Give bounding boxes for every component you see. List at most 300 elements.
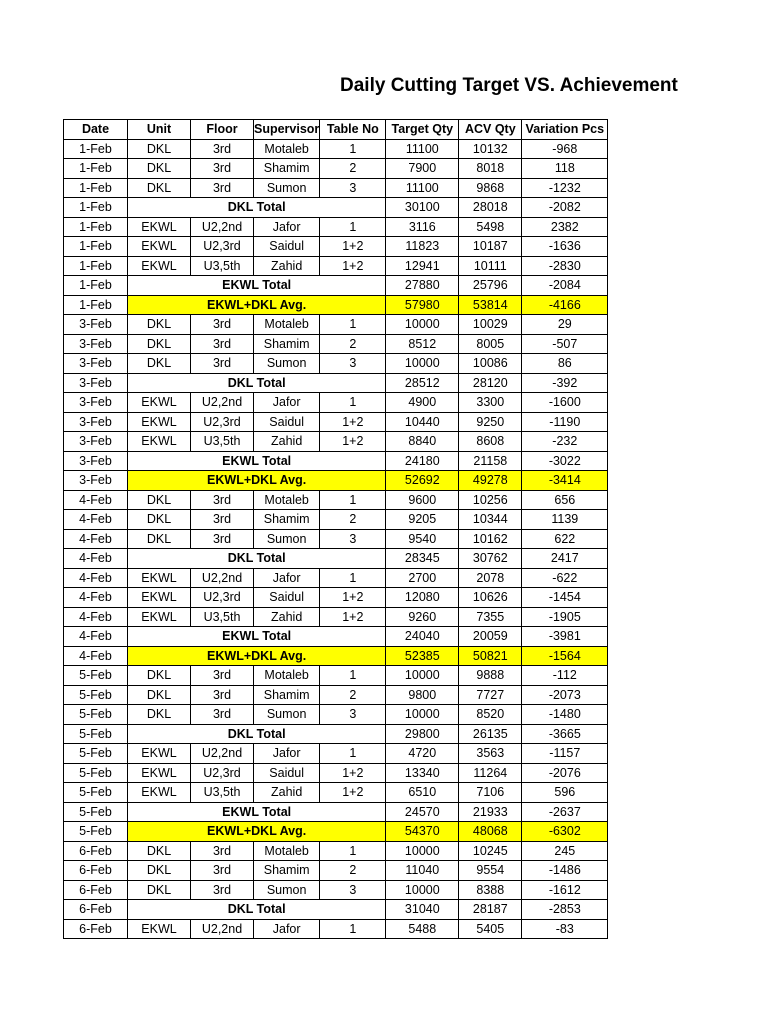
supervisor-cell: Shamim: [254, 861, 320, 881]
variation-cell: 245: [522, 841, 608, 861]
supervisor-cell: Shamim: [254, 159, 320, 179]
date-cell: 5-Feb: [64, 724, 128, 744]
date-cell: 1-Feb: [64, 276, 128, 296]
acv-qty-cell: 11264: [459, 763, 522, 783]
target-qty-cell: 2700: [386, 568, 459, 588]
table-row: [64, 685, 608, 705]
supervisor-cell: Zahid: [254, 783, 320, 803]
total-row: [64, 276, 608, 296]
table-row: [64, 529, 608, 549]
variation-cell: 1139: [522, 510, 608, 530]
target-qty-cell: 9260: [386, 607, 459, 627]
acv-qty-cell: 3563: [459, 744, 522, 764]
acv-qty-cell: 8005: [459, 334, 522, 354]
unit-cell: EKWL: [128, 919, 191, 939]
date-cell: 4-Feb: [64, 627, 128, 647]
target-qty-cell: 24040: [386, 627, 459, 647]
table-row: [64, 510, 608, 530]
target-qty-cell: 7900: [386, 159, 459, 179]
acv-qty-cell: 9888: [459, 666, 522, 686]
variation-cell: -1486: [522, 861, 608, 881]
variation-cell: -232: [522, 432, 608, 452]
target-qty-cell: 3116: [386, 217, 459, 237]
supervisor-cell: Shamim: [254, 510, 320, 530]
total-row: [64, 724, 608, 744]
table-no-cell: 3: [320, 529, 386, 549]
acv-qty-cell: 20059: [459, 627, 522, 647]
header-target-qty: Target Qty: [386, 120, 459, 140]
supervisor-cell: Sumon: [254, 705, 320, 725]
table-row: [64, 490, 608, 510]
total-label: EKWL Total: [128, 276, 386, 296]
variation-cell: -2830: [522, 256, 608, 276]
unit-cell: EKWL: [128, 217, 191, 237]
target-qty-cell: 9540: [386, 529, 459, 549]
table-no-cell: 1: [320, 666, 386, 686]
date-cell: 5-Feb: [64, 783, 128, 803]
target-qty-cell: 11823: [386, 237, 459, 257]
table-row: [64, 256, 608, 276]
unit-cell: EKWL: [128, 237, 191, 257]
header-variation-pcs: Variation Pcs: [522, 120, 608, 140]
acv-qty-cell: 50821: [459, 646, 522, 666]
floor-cell: 3rd: [191, 880, 254, 900]
acv-qty-cell: 10086: [459, 354, 522, 374]
variation-cell: -3022: [522, 451, 608, 471]
supervisor-cell: Jafor: [254, 393, 320, 413]
target-qty-cell: 4900: [386, 393, 459, 413]
date-cell: 3-Feb: [64, 354, 128, 374]
table-no-cell: 1+2: [320, 432, 386, 452]
table-row: [64, 139, 608, 159]
unit-cell: EKWL: [128, 783, 191, 803]
target-qty-cell: 10000: [386, 841, 459, 861]
date-cell: 5-Feb: [64, 744, 128, 764]
floor-cell: U2,2nd: [191, 217, 254, 237]
floor-cell: 3rd: [191, 178, 254, 198]
table-no-cell: 1+2: [320, 412, 386, 432]
header-date: Date: [64, 120, 128, 140]
table-row: [64, 354, 608, 374]
unit-cell: EKWL: [128, 393, 191, 413]
date-cell: 6-Feb: [64, 900, 128, 920]
variation-cell: 86: [522, 354, 608, 374]
variation-cell: -3414: [522, 471, 608, 491]
variation-cell: -1232: [522, 178, 608, 198]
acv-qty-cell: 21158: [459, 451, 522, 471]
floor-cell: U3,5th: [191, 783, 254, 803]
acv-qty-cell: 26135: [459, 724, 522, 744]
date-cell: 6-Feb: [64, 861, 128, 881]
target-qty-cell: 12080: [386, 588, 459, 608]
supervisor-cell: Zahid: [254, 607, 320, 627]
table-no-cell: 1+2: [320, 763, 386, 783]
acv-qty-cell: 10626: [459, 588, 522, 608]
total-row: [64, 373, 608, 393]
total-row: [64, 549, 608, 569]
date-cell: 1-Feb: [64, 217, 128, 237]
unit-cell: DKL: [128, 685, 191, 705]
unit-cell: DKL: [128, 139, 191, 159]
acv-qty-cell: 25796: [459, 276, 522, 296]
supervisor-cell: Shamim: [254, 685, 320, 705]
variation-cell: -1636: [522, 237, 608, 257]
date-cell: 1-Feb: [64, 139, 128, 159]
supervisor-cell: Saidul: [254, 412, 320, 432]
date-cell: 4-Feb: [64, 588, 128, 608]
variation-cell: -622: [522, 568, 608, 588]
variation-cell: -1157: [522, 744, 608, 764]
header-table-no: Table No: [320, 120, 386, 140]
floor-cell: U3,5th: [191, 607, 254, 627]
table-no-cell: 2: [320, 510, 386, 530]
unit-cell: DKL: [128, 841, 191, 861]
unit-cell: DKL: [128, 490, 191, 510]
acv-qty-cell: 2078: [459, 568, 522, 588]
target-qty-cell: 54370: [386, 822, 459, 842]
supervisor-cell: Jafor: [254, 568, 320, 588]
acv-qty-cell: 8520: [459, 705, 522, 725]
acv-qty-cell: 53814: [459, 295, 522, 315]
acv-qty-cell: 9554: [459, 861, 522, 881]
target-qty-cell: 9800: [386, 685, 459, 705]
acv-qty-cell: 7106: [459, 783, 522, 803]
supervisor-cell: Zahid: [254, 256, 320, 276]
floor-cell: 3rd: [191, 705, 254, 725]
floor-cell: U2,2nd: [191, 744, 254, 764]
table-row: [64, 841, 608, 861]
date-cell: 5-Feb: [64, 763, 128, 783]
variation-cell: 2417: [522, 549, 608, 569]
variation-cell: -2082: [522, 198, 608, 218]
date-cell: 3-Feb: [64, 451, 128, 471]
floor-cell: 3rd: [191, 490, 254, 510]
supervisor-cell: Saidul: [254, 588, 320, 608]
target-qty-cell: 57980: [386, 295, 459, 315]
unit-cell: DKL: [128, 159, 191, 179]
target-qty-cell: 8512: [386, 334, 459, 354]
target-qty-cell: 10440: [386, 412, 459, 432]
target-qty-cell: 28512: [386, 373, 459, 393]
supervisor-cell: Jafor: [254, 217, 320, 237]
target-qty-cell: 24180: [386, 451, 459, 471]
average-row: [64, 471, 608, 491]
total-label: DKL Total: [128, 549, 386, 569]
floor-cell: U2,2nd: [191, 919, 254, 939]
date-cell: 5-Feb: [64, 666, 128, 686]
acv-qty-cell: 5498: [459, 217, 522, 237]
variation-cell: -2637: [522, 802, 608, 822]
cutting-table: [63, 119, 608, 939]
table-row: [64, 393, 608, 413]
unit-cell: EKWL: [128, 412, 191, 432]
average-label: EKWL+DKL Avg.: [128, 822, 386, 842]
target-qty-cell: 13340: [386, 763, 459, 783]
acv-qty-cell: 10162: [459, 529, 522, 549]
acv-qty-cell: 10344: [459, 510, 522, 530]
variation-cell: -1564: [522, 646, 608, 666]
total-label: DKL Total: [128, 900, 386, 920]
floor-cell: 3rd: [191, 334, 254, 354]
acv-qty-cell: 10132: [459, 139, 522, 159]
date-cell: 3-Feb: [64, 315, 128, 335]
acv-qty-cell: 28120: [459, 373, 522, 393]
table-row: [64, 432, 608, 452]
variation-cell: -112: [522, 666, 608, 686]
average-label: EKWL+DKL Avg.: [128, 646, 386, 666]
total-label: DKL Total: [128, 373, 386, 393]
table-no-cell: 3: [320, 354, 386, 374]
variation-cell: -2853: [522, 900, 608, 920]
acv-qty-cell: 30762: [459, 549, 522, 569]
acv-qty-cell: 3300: [459, 393, 522, 413]
supervisor-cell: Sumon: [254, 880, 320, 900]
date-cell: 6-Feb: [64, 919, 128, 939]
date-cell: 4-Feb: [64, 568, 128, 588]
target-qty-cell: 27880: [386, 276, 459, 296]
variation-cell: -1600: [522, 393, 608, 413]
date-cell: 3-Feb: [64, 393, 128, 413]
table-row: [64, 666, 608, 686]
date-cell: 5-Feb: [64, 685, 128, 705]
date-cell: 4-Feb: [64, 490, 128, 510]
target-qty-cell: 9600: [386, 490, 459, 510]
floor-cell: U2,3rd: [191, 588, 254, 608]
floor-cell: U2,3rd: [191, 412, 254, 432]
sheet-title: Daily Cutting Target VS. Achievement: [340, 75, 678, 96]
variation-cell: -6302: [522, 822, 608, 842]
target-qty-cell: 52385: [386, 646, 459, 666]
supervisor-cell: Jafor: [254, 919, 320, 939]
acv-qty-cell: 49278: [459, 471, 522, 491]
table-no-cell: 1: [320, 919, 386, 939]
variation-cell: -1480: [522, 705, 608, 725]
variation-cell: -2076: [522, 763, 608, 783]
supervisor-cell: Sumon: [254, 529, 320, 549]
floor-cell: 3rd: [191, 841, 254, 861]
variation-cell: -3981: [522, 627, 608, 647]
unit-cell: EKWL: [128, 256, 191, 276]
supervisor-cell: Motaleb: [254, 315, 320, 335]
variation-cell: 622: [522, 529, 608, 549]
total-row: [64, 451, 608, 471]
date-cell: 4-Feb: [64, 510, 128, 530]
table-no-cell: 1+2: [320, 256, 386, 276]
unit-cell: DKL: [128, 529, 191, 549]
table-row: [64, 334, 608, 354]
unit-cell: DKL: [128, 178, 191, 198]
acv-qty-cell: 8018: [459, 159, 522, 179]
unit-cell: DKL: [128, 880, 191, 900]
unit-cell: DKL: [128, 354, 191, 374]
table-row: [64, 919, 608, 939]
average-row: [64, 646, 608, 666]
supervisor-cell: Motaleb: [254, 139, 320, 159]
floor-cell: 3rd: [191, 529, 254, 549]
floor-cell: U2,2nd: [191, 393, 254, 413]
supervisor-cell: Motaleb: [254, 841, 320, 861]
unit-cell: DKL: [128, 705, 191, 725]
supervisor-cell: Zahid: [254, 432, 320, 452]
table-no-cell: 1+2: [320, 607, 386, 627]
target-qty-cell: 29800: [386, 724, 459, 744]
table-row: [64, 315, 608, 335]
date-cell: 6-Feb: [64, 880, 128, 900]
supervisor-cell: Shamim: [254, 334, 320, 354]
header-row: [64, 120, 608, 140]
table-row: [64, 744, 608, 764]
floor-cell: U3,5th: [191, 432, 254, 452]
total-label: DKL Total: [128, 198, 386, 218]
date-cell: 3-Feb: [64, 412, 128, 432]
floor-cell: 3rd: [191, 139, 254, 159]
variation-cell: -1190: [522, 412, 608, 432]
supervisor-cell: Saidul: [254, 763, 320, 783]
table-no-cell: 2: [320, 685, 386, 705]
floor-cell: U2,3rd: [191, 237, 254, 257]
floor-cell: 3rd: [191, 510, 254, 530]
variation-cell: 118: [522, 159, 608, 179]
target-qty-cell: 10000: [386, 880, 459, 900]
target-qty-cell: 11040: [386, 861, 459, 881]
acv-qty-cell: 28187: [459, 900, 522, 920]
table-no-cell: 3: [320, 880, 386, 900]
date-cell: 3-Feb: [64, 373, 128, 393]
table-no-cell: 3: [320, 705, 386, 725]
table-no-cell: 1+2: [320, 783, 386, 803]
date-cell: 1-Feb: [64, 295, 128, 315]
acv-qty-cell: 9250: [459, 412, 522, 432]
supervisor-cell: Saidul: [254, 237, 320, 257]
date-cell: 5-Feb: [64, 705, 128, 725]
date-cell: 3-Feb: [64, 334, 128, 354]
target-qty-cell: 6510: [386, 783, 459, 803]
target-qty-cell: 31040: [386, 900, 459, 920]
table-no-cell: 1+2: [320, 237, 386, 257]
total-row: [64, 802, 608, 822]
supervisor-cell: Sumon: [254, 354, 320, 374]
variation-cell: -4166: [522, 295, 608, 315]
target-qty-cell: 28345: [386, 549, 459, 569]
total-row: [64, 627, 608, 647]
date-cell: 5-Feb: [64, 822, 128, 842]
date-cell: 6-Feb: [64, 841, 128, 861]
total-label: EKWL Total: [128, 627, 386, 647]
table-no-cell: 1+2: [320, 588, 386, 608]
variation-cell: -83: [522, 919, 608, 939]
table-no-cell: 1: [320, 744, 386, 764]
variation-cell: -1905: [522, 607, 608, 627]
header-supervisor: Supervisor: [254, 120, 320, 140]
date-cell: 3-Feb: [64, 432, 128, 452]
table-row: [64, 783, 608, 803]
unit-cell: EKWL: [128, 432, 191, 452]
header-acv-qty: ACV Qty: [459, 120, 522, 140]
average-row: [64, 295, 608, 315]
variation-cell: 2382: [522, 217, 608, 237]
acv-qty-cell: 21933: [459, 802, 522, 822]
date-cell: 1-Feb: [64, 198, 128, 218]
table-row: [64, 763, 608, 783]
average-label: EKWL+DKL Avg.: [128, 295, 386, 315]
supervisor-cell: Sumon: [254, 178, 320, 198]
unit-cell: DKL: [128, 510, 191, 530]
acv-qty-cell: 10256: [459, 490, 522, 510]
table-no-cell: 2: [320, 334, 386, 354]
acv-qty-cell: 5405: [459, 919, 522, 939]
table-row: [64, 568, 608, 588]
unit-cell: EKWL: [128, 763, 191, 783]
table-no-cell: 3: [320, 178, 386, 198]
floor-cell: 3rd: [191, 315, 254, 335]
table-no-cell: 1: [320, 139, 386, 159]
date-cell: 4-Feb: [64, 549, 128, 569]
table-no-cell: 1: [320, 217, 386, 237]
acv-qty-cell: 9868: [459, 178, 522, 198]
variation-cell: 656: [522, 490, 608, 510]
date-cell: 4-Feb: [64, 529, 128, 549]
average-label: EKWL+DKL Avg.: [128, 471, 386, 491]
table-row: [64, 880, 608, 900]
table-row: [64, 607, 608, 627]
total-row: [64, 198, 608, 218]
target-qty-cell: 10000: [386, 315, 459, 335]
date-cell: 1-Feb: [64, 178, 128, 198]
floor-cell: U3,5th: [191, 256, 254, 276]
acv-qty-cell: 7355: [459, 607, 522, 627]
variation-cell: -1454: [522, 588, 608, 608]
target-qty-cell: 12941: [386, 256, 459, 276]
unit-cell: DKL: [128, 666, 191, 686]
supervisor-cell: Jafor: [254, 744, 320, 764]
floor-cell: 3rd: [191, 354, 254, 374]
acv-qty-cell: 10029: [459, 315, 522, 335]
acv-qty-cell: 28018: [459, 198, 522, 218]
floor-cell: 3rd: [191, 666, 254, 686]
floor-cell: U2,3rd: [191, 763, 254, 783]
date-cell: 4-Feb: [64, 607, 128, 627]
floor-cell: U2,2nd: [191, 568, 254, 588]
variation-cell: -507: [522, 334, 608, 354]
target-qty-cell: 24570: [386, 802, 459, 822]
table-no-cell: 1: [320, 393, 386, 413]
target-qty-cell: 10000: [386, 354, 459, 374]
unit-cell: EKWL: [128, 744, 191, 764]
target-qty-cell: 10000: [386, 666, 459, 686]
table-no-cell: 1: [320, 568, 386, 588]
target-qty-cell: 4720: [386, 744, 459, 764]
total-label: DKL Total: [128, 724, 386, 744]
acv-qty-cell: 10187: [459, 237, 522, 257]
date-cell: 5-Feb: [64, 802, 128, 822]
table-row: [64, 705, 608, 725]
variation-cell: -2073: [522, 685, 608, 705]
table-row: [64, 237, 608, 257]
variation-cell: -392: [522, 373, 608, 393]
target-qty-cell: 5488: [386, 919, 459, 939]
variation-cell: 29: [522, 315, 608, 335]
table-row: [64, 861, 608, 881]
unit-cell: EKWL: [128, 568, 191, 588]
variation-cell: -968: [522, 139, 608, 159]
header-unit: Unit: [128, 120, 191, 140]
target-qty-cell: 10000: [386, 705, 459, 725]
table-no-cell: 1: [320, 841, 386, 861]
acv-qty-cell: 8608: [459, 432, 522, 452]
unit-cell: EKWL: [128, 588, 191, 608]
target-qty-cell: 8840: [386, 432, 459, 452]
variation-cell: 596: [522, 783, 608, 803]
